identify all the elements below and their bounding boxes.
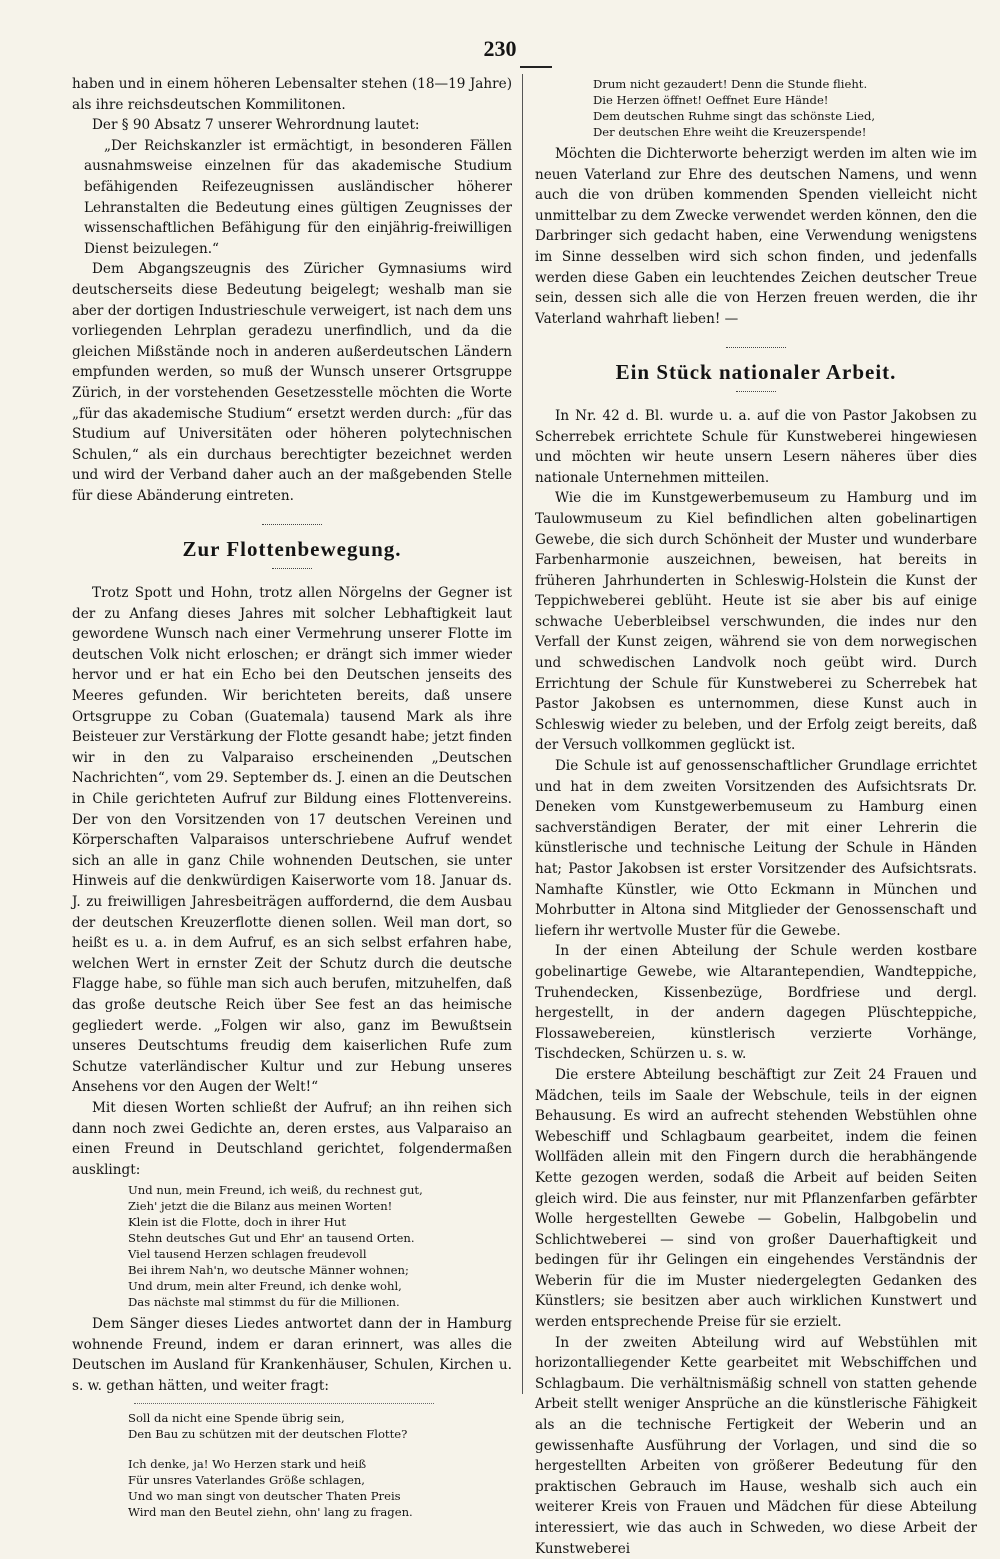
- section-heading-flottenbewegung: Zur Flottenbewegung.: [72, 524, 512, 569]
- poem-line: Und drum, mein alter Freund, ich denke wohl,: [128, 1279, 402, 1294]
- paragraph-moechten: Möchten die Dichterworte beherzigt werden im alten wie im neuen Vaterland zur Ehre des deutschen Namens, und wenn auch die von drüben kommenden Spenden vielleicht nicht unmittelbar zu dem Zwecke verwendet werden können, den die Darbringer sich gedacht haben, eine Verwendung wenigstens im Sinne desselben wird sich schon finden, und jedenfalls werden diese Gaben ein leuchtendes Zeichen deutscher Treue sein, dessen sich alle die von Herzen freuen werden, die ihr Vaterland wahrhaft lieben! —: [535, 146, 977, 327]
- poem-line: Dem deutschen Ruhme singt das schönste Lied,: [593, 109, 876, 123]
- poem-hamburg-part2: [128, 1456, 512, 1520]
- paragraph-abteilung-one: In der einen Abteilung der Schule werden kostbare gobelinartige Gewebe, wie Altarantependien, Wandteppiche, Truhendecken, Kissenbezüge, Bordfriese und dergl. hergestellt, in der andern dagegen Plüschteppiche, Flossawebereien, künstlerisch verzierte Vorhänge, Tischdecken, Schürzen u. s. w.: [535, 943, 977, 1063]
- paragraph-gobelin-history: Wie die im Kunstgewerbemuseum zu Hamburg und im Taulowmuseum zu Kiel befindlichen alten gobelinartigen Gewebe, die sich durch Schönheit der Muster und wunderbare Farbenharmonie auszeichnen, beweisen, hat bereits in früheren Jahrhunderten in Schleswig-Holstein die Kunst der Teppichweberei geblüht. Heute ist sie aber bis auf einige schwache Ueberbleibsel verschwunden, die indes nur den Verfall der Kunst zeigen, während sie von dem norwegischen und schwedischen Landvolk noch geübt wird. Durch Errichtung der Schule für Kunstweberei zu Scherrebek hat Pastor Jakobsen es unternommen, diese Kunst auch in Schleswig wieder zu beleben, und der Erfolg zeigt bereits, daß der Versuch vollkommen geglückt ist.: [535, 490, 977, 754]
- paragraph-genossenschaft: Die Schule ist auf genossenschaftlicher Grundlage errichtet und hat in dem zweiten Vorsitzenden des Aufsichtsrats Dr. Deneken vom Kunstgewerbemuseum zu Hamburg einen sachverständigen Berater, der mit einer Lehrerin die künstlerische und technische Leitung der Schule in Händen hat; Pastor Jakobsen ist erster Vorsitzender des Aufsichtsrats. Namhafte Künstler, wie Otto Eckmann in München und Mohrbutter in Altona sind Mitglieder der Genossenschaft und liefern ihr wertvolle Muster für die Gewebe.: [535, 758, 977, 939]
- paragraph-abteilung-work: Die erstere Abteilung beschäftigt zur Zeit 24 Frauen und Mädchen, teils im Saale der Webschule, teils in der eignen Behausung. Es wird an aufrecht stehenden Webstühlen ohne Webeschiff und Schlagbaum gearbeitet, indem die feinen Wollfäden allein mit den Fingern durch die herabhängende Kette gezogen werden, sodaß die Arbeit auf beiden Seiten gleich wird. Die aus feinster, nur mit Pflanzenfarben gefärbter Wolle hergestellten Gewebe — Gobelin, Halbgobelin und Schlichtweberei — sind von großer Dauerhaftigkeit und bedingen für ihr Gelingen ein eingehendes Verständnis der Weberin für die im Muster niedergelegten Gedanken des Künstlers; sie besitzen aber auch wirklichen Kunstwert und werden entsprechende Preise für sie erzielt.: [535, 1066, 977, 1331]
- section-heading-nationale-arbeit: Ein Stück nationaler Arbeit.: [535, 347, 977, 392]
- header-rule: [520, 66, 552, 68]
- poem-line: Bei ihrem Nah'n, wo deutsche Männer wohnen;: [128, 1263, 409, 1278]
- paragraph-scherrebek-intro: In Nr. 42 d. Bl. wurde u. a. auf die von Pastor Jakobsen zu Scherrebek errichtete Schule für Kunstweberei hingewiesen und möchten wir heute unsern Lesern näheres über dies nationale Unternehmen mitteilen.: [535, 407, 977, 486]
- left-column: [72, 74, 512, 1519]
- paragraph-zurich: Dem Abgangszeugnis des Züricher Gymnasiums wird deutscherseits diese Bedeutung beigelegt; weshalb man sie aber der dortigen Industrieschule verweigert, ist nach dem uns vorliegenden Lehrplan geradezu unerfindlich, und da die gleichen Mißstände noch in anderen außerdeutschen Ländern empfunden werden, so muß der Wunsch unserer Ortsgruppe Zürich, in der vorstehenden Gesetzesstelle möchten die Worte „für das akademische Studium“ ersetzt werden durch: „für das Studium auf Universitäten oder höheren polytechnischen Schulen,“ als ein durchaus berechtigter bezeichnet werden und wird der Verband daher auch an der maßgebenden Stelle für diese Abänderung eintreten.: [72, 261, 512, 504]
- poem-line: Viel tausend Herzen schlagen freudevoll: [128, 1247, 367, 1262]
- poem-valparaiso: [128, 1182, 512, 1310]
- poem-line: Zieh' jetzt die die Bilanz aus meinen Worten!: [128, 1199, 393, 1214]
- poem-line: Klein ist die Flotte, doch in ihrer Hut: [128, 1215, 346, 1230]
- paragraph-flotte: Trotz Spott und Hohn, trotz allen Nörgelns der Gegner ist der zu Anfang dieses Jahres mit solcher Lebhaftigkeit laut gewordene Wunsch nach einer Vermehrung unserer Flotte im deutschen Volk nicht erloschen; er drängt sich immer wieder hervor und er hat ein Echo bei den Deutschen jenseits des Meeres gefunden. Wir berichteten bereits, daß unsere Ortsgruppe zu Coban (Guatemala) tausend Mark als ihre Beisteuer zur Verstärkung der Flotte gesandt habe; jetzt finden wir in den zu Valparaiso erscheinenden „Deutschen Nachrichten“, vom 29. September ds. J. einen an die Deutschen in Chile gerichteten Aufruf zur Bildung eines Flottenvereins. Der von den Vorsitzenden von 17 deutschen Vereinen und Körperschaften Valparaisos unterschriebene Aufruf wendet sich an alle in ganz Chile wohnenden Deutschen, sie unter Hinweis auf die denkwürdigen Kaiserworte vom 18. Januar ds. J. zu freiwilligen Jahresbeiträgen auffordernd, die dem Ausbau der deutschen Kreuzerflotte dienen sollen. Weil man dort, so heißt es u. a. in dem Aufruf, es an sich selbst erfahren habe, welchen Wert in ernster Zeit der Schutz durch die deutsche Flagge habe, so fühle man sich auch berufen, mitzuhelfen, daß das große deutsche Reich über See fest an das heimische gegliedert werde. „Folgen wir also, ganz im Bewußtsein unseres Deutschtums freudig dem kaiserlichen Rufe zum Schutze vaterländischer Kultur und zur Hebung unseres Ansehens vor den Augen der Welt!“: [72, 585, 512, 1096]
- paragraph-law-intro: Der § 90 Absatz 7 unserer Wehrordnung lautet:: [92, 117, 420, 134]
- paragraph-saenger: Dem Sänger dieses Liedes antwortet dann der in Hamburg wohnende Freund, indem er daran erinnert, was alles die Deutschen im Ausland für Krankenhäuser, Schulen, Kirchen u. s. w. gethan hätten, und weiter fragt:: [72, 1316, 512, 1395]
- poem-line: Der deutschen Ehre weiht die Kreuzerspende!: [593, 125, 867, 139]
- poem-line: Wird man den Beutel ziehn, ohn' lang zu fragen.: [128, 1504, 413, 1519]
- poem-line: Und wo man singt von deutscher Thaten Preis: [128, 1488, 401, 1503]
- poem-line: Den Bau zu schützen mit der deutschen Flotte?: [128, 1426, 408, 1441]
- page-number: 230: [483, 36, 517, 61]
- poem-line: Drum nicht gezaudert! Denn die Stunde flieht.: [593, 77, 868, 91]
- poem-line: Stehn deutsches Gut und Ehr' an tausend Orten.: [128, 1231, 415, 1246]
- poem-hamburg-part1: [128, 1410, 512, 1442]
- poem-divider: [134, 1403, 434, 1404]
- poem-line: Soll da nicht eine Spende übrig sein,: [128, 1410, 345, 1425]
- column-divider: [522, 74, 523, 1394]
- right-column: [535, 74, 977, 1557]
- poem-line: Für unsres Vaterlandes Größe schlagen,: [128, 1472, 365, 1487]
- paragraph-schliesst: Mit diesen Worten schließt der Aufruf; an ihn reihen sich dann noch zwei Gedichte an, deren erstes, aus Valparaiso an einen Freund in Deutschland gerichtet, folgendermaßen ausklingt:: [72, 1099, 512, 1178]
- poem-hamburg-part3: [593, 76, 977, 140]
- poem-line: Ich denke, ja! Wo Herzen stark und heiß: [128, 1456, 367, 1471]
- law-quote: „Der Reichskanzler ist ermächtigt, in besonderen Fällen ausnahmsweise einzelnen für das akademische Studium befähigenden Reifezeugnissen ausländischer höherer Lehranstalten die Bedeutung eines gültigen Zeugnisses der wissenschaftlichen Befähigung für den einjährig-freiwilligen Dienst beizulegen.“: [84, 137, 512, 257]
- poem-line: Die Herzen öffnet! Oeffnet Eure Hände!: [593, 93, 829, 107]
- paragraph-intro: haben und in einem höheren Lebensalter stehen (18—19 Jahre) als ihre reichsdeutschen Kommilitonen.: [72, 76, 512, 113]
- paragraph-abteilung-two: In der zweiten Abteilung wird auf Webstühlen mit horizontalliegender Kette gearbeitet mit Webschiffchen und Schlagbaum. Die verhältnismäßig schnell von statten gehende Arbeit stellt weniger Ansprüche an die künstlerische Fähigkeit als an die technische Fertigkeit der Weberin und an gewissenhafte Ausführung der Vorlagen, und sind die so hergestellten Arbeiten von größerer Bedeutung für den praktischen Gebrauch im Hause, weshalb sich auch ein weiterer Kreis von Frauen und Mädchen für diese Abteilung interessiert, wie das auch in Schweden, wo diese Arbeit der Kunstweberei: [535, 1334, 977, 1557]
- poem-line: Und nun, mein Freund, ich weiß, du rechnest gut,: [128, 1183, 423, 1198]
- poem-line: Das nächste mal stimmst du für die Millionen.: [128, 1295, 400, 1310]
